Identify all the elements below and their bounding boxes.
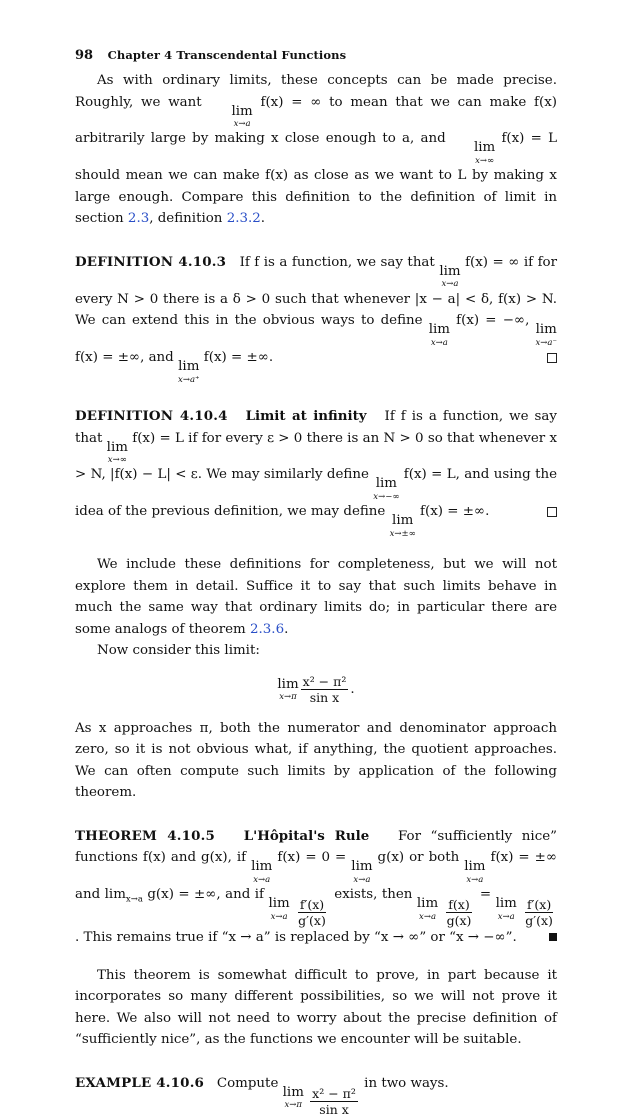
- body-text: [75, 70, 557, 1116]
- definition-label: DEFINITION 4.10.4: [75, 408, 228, 425]
- example-4-10-6: EXAMPLE 4.10.6 Compute lim x→π $\frac{\text{x² − π²}}{\text{sin x}}$ in two ways.: [75, 1074, 449, 1117]
- limit-x-to-a: lim x→a: [231, 103, 253, 129]
- definition-title: Limit at infinity: [245, 408, 367, 425]
- chapter-title: Chapter 4 Transcendental Functions: [107, 48, 347, 62]
- proof-remark-paragraph: This theorem is somewhat difficult to prove, in part because it incorporates so many different possibilities, so we will not prove it here. We also will not need to worry about the precise definition of “sufficiently nice”, as the functions we encounter will be suitable.: [75, 967, 557, 1048]
- limit-x-to-infinity: lim x→∞: [473, 140, 496, 166]
- end-of-definition-icon: [547, 507, 557, 517]
- theorem-title: L'Hôpital's Rule: [243, 827, 370, 844]
- definition-link[interactable]: 2.3.2: [226, 211, 261, 227]
- page-number: 98: [75, 48, 94, 63]
- limit-quotient: $\frac{\text{x² − π²}}{\text{sin x}}$: [302, 674, 347, 706]
- display-limit: lim x→π $\frac{\text{x² − π²}}{\text{sin x}}$ .: [277, 674, 355, 706]
- section-link[interactable]: 2.3: [127, 211, 150, 227]
- definition-label: DEFINITION 4.10.3: [75, 253, 227, 270]
- definition-4-10-4: DEFINITION 4.10.4 Limit at infinity If f is a function, we say that lim x→∞ f(x) = L if for every ε > 0 there is an N > 0 so that whenever x > N, |f(x) − L| < ε. We may similarly define lim x→−∞ f(x) = L, and using the idea of the previous definition, we may define lim x→±∞ f(x) = ±∞.: [75, 408, 558, 539]
- end-of-definition-icon: [547, 353, 557, 363]
- intro-paragraph: As with ordinary limits, these concepts can be made precise. Roughly, we want lim x→a f(x) = ∞ to mean that we can make f(x) arbitrarily large by making x close enough to a, and lim x→∞ f(x) = L should mean we can make f(x) as close as we want to L by making x large enough. Compare this definition to the definition of limit in section 2.3, definition 2.3.2.: [75, 73, 557, 227]
- consider-paragraph: Now consider this limit:: [97, 643, 260, 659]
- example-label: EXAMPLE 4.10.6: [75, 1074, 205, 1091]
- running-header: [75, 45, 346, 67]
- theorem-link[interactable]: 2.3.6: [250, 621, 285, 637]
- definition-4-10-3: DEFINITION 4.10.3 If f is a function, we say that lim x→a f(x) = ∞ if for every N > 0 there is a δ > 0 such that whenever |x − a| < δ, f(x) > N. We can extend this in the obvious ways to define lim x→a f(x) = −∞, lim x→a⁻ f(x) = ±∞, and lim x→a⁺ f(x) = ±∞.: [75, 253, 558, 385]
- theorem-label: THEOREM 4.10.5: [75, 827, 216, 844]
- end-of-theorem-icon: [549, 933, 557, 941]
- completeness-paragraph: We include these definitions for completeness, but we will not explore them in detail. Suffice it to say that such limits behave in much the same way that ordinary limits do; in particular there are some analogs of theorem 2.3.6.: [75, 557, 557, 637]
- theorem-4-10-5: THEOREM 4.10.5 L'Hôpital's Rule For “sufficiently nice” functions f(x) and g(x), if lim x→a f(x) = 0 = lim x→a g(x) or both lim x→a f(x) = ±∞ and $\lim_{x\to a} g(x)$ = ±∞, and if lim x→a $\frac{f'(x)}{g'(x)}$ exists, then lim x→a $\frac{f(x)}{g(x)}$ = lim x→a $\frac{f'(x)}{g'(x)}$ . This remains true if “x → a” is replaced by “x → ∞” or “x → −∞”.: [75, 827, 558, 946]
- approach-paragraph: As x approaches π, both the numerator and denominator approach zero, so it is not obvious what, if anything, the quotient approaches. We can often compute such limits by application of the following theorem.: [75, 720, 557, 801]
